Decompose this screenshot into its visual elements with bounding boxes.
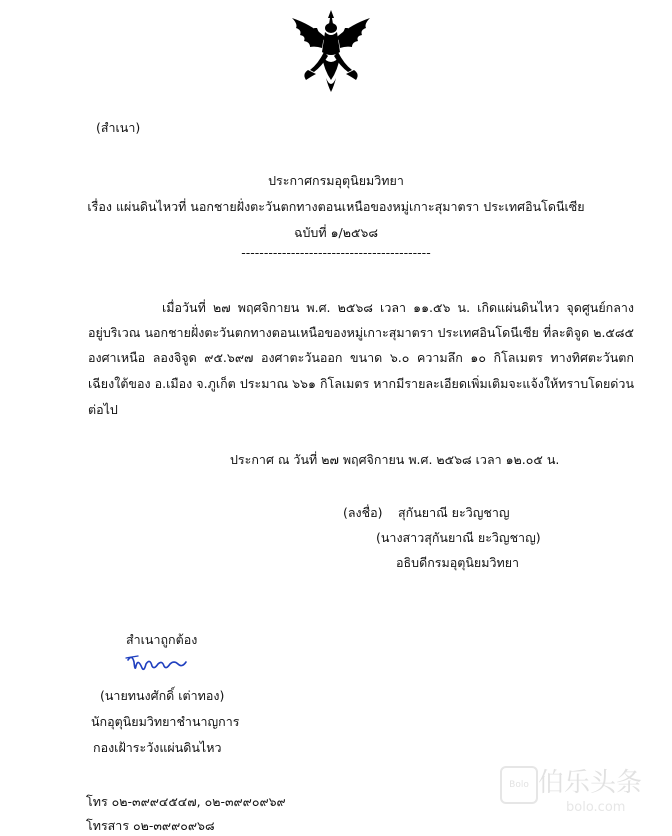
certifier-name: (นายทนงศักดิ์ เต่าทอง) [100,688,225,703]
signed-name: สุกันยาณี ยะวิญชาญ [398,505,510,520]
watermark [492,758,672,830]
phone-line: โทร ๐๒-๓๙๙๔๕๔๗, ๐๒-๓๙๙๐๙๖๙ [86,794,286,809]
agency-title: ประกาศกรมอุตุนิยมวิทยา [268,173,404,188]
watermark-logo: Bolo [500,766,538,804]
certifier-division: กองเฝ้าระวังแผ่นดินไหว [93,740,222,755]
signatory-position: อธิบดีกรมอุตุนิยมวิทยา [396,555,520,570]
body-line-2: อยู่บริเวณ นอกชายฝั่งตะวันตกทางตอนเหนือของหมู่เกาะสุมาตรา ประเทศอินโดนีเซีย ที่ละติจูด ๒.๕๘๕ [88,325,634,340]
divider: ------------------------------------------ [241,245,431,260]
announcement-date: ประกาศ ณ วันที่ ๒๗ พฤศจิกายน พ.ศ. ๒๕๖๘ เวลา ๑๒.๐๕ น. [230,452,560,467]
signed-label: (ลงชื่อ) [343,505,383,520]
body-line-4: เฉียงใต้ของ อ.เมือง จ.ภูเก็ต ประมาณ ๖๖๑ กิโลเมตร หากมีรายละเอียดเพิ่มเติมจะแจ้งให้ทราบโดยด่วน [88,376,634,391]
garuda-emblem-icon [288,8,374,94]
issue-number: ฉบับที่ ๑/๒๕๖๘ [293,225,379,240]
certifier-position: นักอุตุนิยมวิทยาชำนาญการ [91,714,240,729]
fax-line: โทรสาร ๐๒-๓๙๙๐๙๖๘ [86,818,215,833]
copy-label: (สำเนา) [96,120,141,135]
watermark-site: bolo.com [566,800,626,815]
signatory-full-name: (นางสาวสุกันยาณี ยะวิญชาญ) [376,530,541,545]
handwritten-signature [124,652,190,678]
subject-line: เรื่อง แผ่นดินไหวที่ นอกชายฝั่งตะวันตกทางตอนเหนือของหมู่เกาะสุมาตรา ประเทศอินโดนีเซีย [87,199,585,214]
certified-label: สำเนาถูกต้อง [126,632,198,647]
body-line-3: องศาเหนือ ลองจิจูด ๙๕.๖๙๗ องศาตะวันออก ขนาด ๖.๐ ความลึก ๑๐ กิโลเมตร ทางทิศตะวันตก [88,350,634,365]
body-line-5: ต่อไป [88,402,118,417]
body-line-1: เมื่อวันที่ ๒๗ พฤศจิกายน พ.ศ. ๒๕๖๘ เวลา ๑๑.๕๖ น. เกิดแผ่นดินไหว จุดศูนย์กลาง [162,300,634,315]
watermark-text: 伯乐头条 [538,768,643,798]
